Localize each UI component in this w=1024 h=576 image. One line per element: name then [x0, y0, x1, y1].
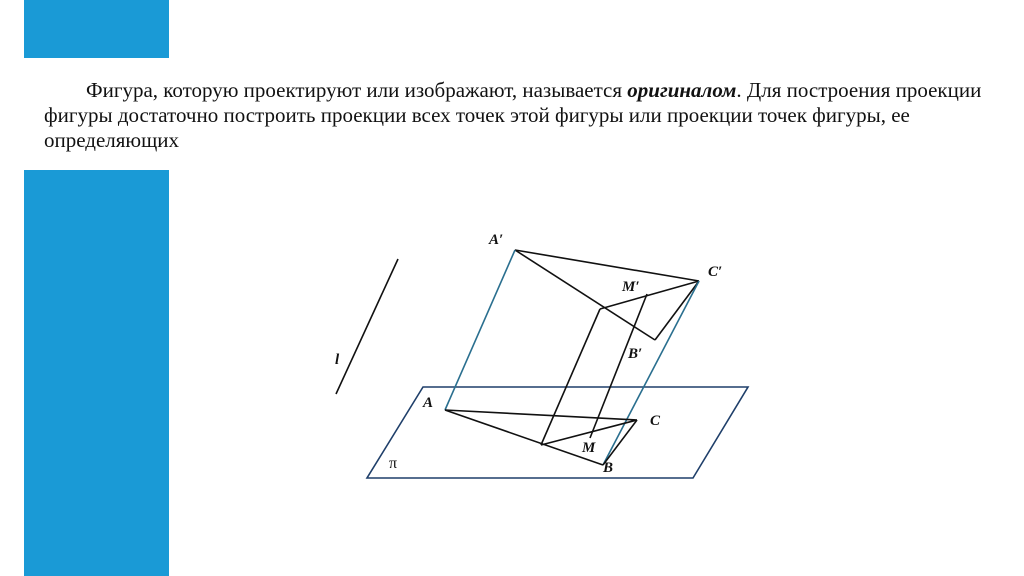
label-A-prime: A′: [489, 232, 504, 248]
projector-A1-A: [445, 250, 515, 410]
label-A: A: [423, 395, 434, 411]
direction-line-l: [336, 259, 398, 394]
label-l: l: [335, 352, 340, 368]
segment-A-C: [445, 410, 637, 420]
segment-A-B: [445, 410, 603, 465]
paragraph-emphasis: оригиналом: [627, 78, 737, 102]
label-M: M: [582, 440, 596, 456]
label-pi: π: [389, 455, 398, 472]
label-C: C: [650, 413, 661, 429]
paragraph-text-before: Фигура, которую проектируют или изображают, называется: [86, 78, 628, 102]
projector-C1-B: [603, 281, 699, 465]
paragraph-text-after: . Для построения проекции фигуры достаточно построить проекции всех точек этой фигуры или проекции точек фигуры, ее определяющих: [44, 78, 982, 152]
segment-C1-Mside: [600, 281, 699, 309]
projector-inner-1: [541, 309, 600, 445]
label-M-prime: M′: [622, 279, 640, 295]
segment-A1-C1: [515, 250, 699, 281]
label-C-prime: C′: [708, 264, 723, 280]
label-B: B: [603, 460, 614, 476]
label-B-prime: B′: [628, 346, 643, 362]
segment-C1-B1: [655, 281, 699, 340]
